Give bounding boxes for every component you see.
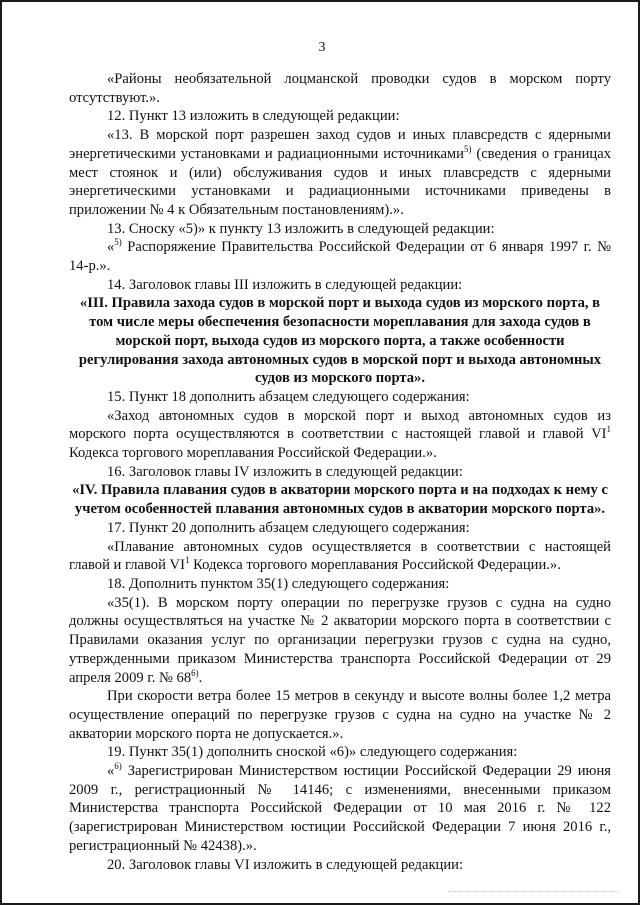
text-fragment: «Заход автономных судов в морской порт и выход автономных судов из морского порта осуществляются в соответствии с настоящей главой и главой VI [69,407,611,443]
footnote-ref: 5) [463,143,472,154]
paragraph-item-16: 16. Заголовок главы IV изложить в следующей редакции: [107,463,463,480]
paragraph-districts: «Районы необязательной лоцманской проводки судов в морском порту отсутствуют.». [69,71,611,106]
paragraph-item-12: 12. Пункт 13 изложить в следующей редакции: [107,108,400,125]
paragraph-autonomous-navigation [69,538,611,575]
text-fragment: «Плавание автономных судов осуществляется в соответствии с настоящей главой и главой VI [69,538,611,574]
footnote-ref: 6) [191,667,199,678]
paragraph-wind-speed: При скорости ветра более 15 метров в секунду и высоте волны более 1,2 метра осуществление операций по перегрузке грузов с судна на судно на участке № 2 акватории морского порта не допускается.». [69,688,611,742]
paragraph-item-18: 18. Дополнить пунктом 35(1) следующего содержания: [107,575,450,592]
text-fragment: Распоряжение Правительства Российской Федерации от 6 января 1997 г. № 14-р.». [69,239,611,275]
text-fragment: «35(1). В морском порту операции по перегрузке грузов с судна на судно должны осуществляться на участке № 2 акватории морского порта в соответствии с Правилами оказания услуг по организации перегрузки грузов с судна на судно, утвержденными приказом Министерства транспорта Российской Федерации от 29 апреля 2009 г. № 68 [69,594,611,686]
text-fragment: Зарегистрирован Министерством юстиции Российской Федерации 29 июня 2009 г., регистрационный № 14146; с изменениями, внесенными приказом Министерства транспорта Российской Федерации от 10 мая 2016 г. № 122 (зарегистрирован Министерством юстиции Российской Федерации 7 июня 2016 г., регистрационный № 42438).». [69,763,611,854]
heading-chapter-4: «IV. Правила плавания судов в акватории морского порта и на подходах к нему с учетом особенностей плавания автономных судов в акватории морского порта». [72,482,608,518]
text-fragment: Кодекса торгового мореплавания Российской Федерации.». [69,445,437,462]
document-body [69,70,611,874]
paragraph-autonomous-entry [69,407,611,463]
paragraph-point-13-text [69,126,611,220]
footnote-ref: 6) [114,761,122,772]
text-fragment: Кодекса торгового мореплавания Российской Федерации.». [189,557,561,574]
paragraph-item-15: 15. Пункт 18 дополнить абзацем следующего содержания: [107,388,470,405]
paragraph-point-35-1 [69,594,611,688]
paragraph-item-14: 14. Заголовок главы III изложить в следующей редакции: [107,276,463,293]
paragraph-footnote-6 [69,762,611,856]
paragraph-item-19: 19. Пункт 35(1) дополнить сноской «6)» следующего содержания: [107,744,518,761]
footnote-ref: 5) [114,237,122,248]
paragraph-item-20: 20. Заголовок главы VI изложить в следующей редакции: [107,856,464,873]
text-fragment: « [107,763,115,780]
heading-chapter-3: «III. Правила захода судов в морской порт и выхода судов из морского порта, в том числе меры обеспечения безопасности мореплавания для захода судов в морской порт, выхода судов из морского порта, а также особенности регулирования захода автономных судов в морской порт и выхода автономных судов из морского порта». [78,295,602,387]
text-fragment: (сведения о границах мест стоянок и (или) обслуживания судов и иных плавсредств с ядерными энергетическими установками и радиационными источниками приведены в приложении № 4 к Обязательным постановлениям).». [69,145,611,218]
paragraph-item-13: 13. Сноску «5)» к пункту 13 изложить в следующей редакции: [107,220,495,237]
paragraph-footnote-5 [69,238,611,275]
scan-artifact [448,891,618,895]
text-fragment: . [198,669,203,686]
text-fragment: « [107,239,115,256]
page-number: 3 [318,40,326,55]
footnote-ref: 1 [606,424,611,435]
text-fragment: «13. В морской порт разрешен заход судов и иных плавсредств с ядерными энергетическими установками и радиационными источниками [69,127,611,162]
paragraph-item-17: 17. Пункт 20 дополнить абзацем следующего содержания: [107,519,470,536]
footnote-ref: 1 [184,555,190,566]
